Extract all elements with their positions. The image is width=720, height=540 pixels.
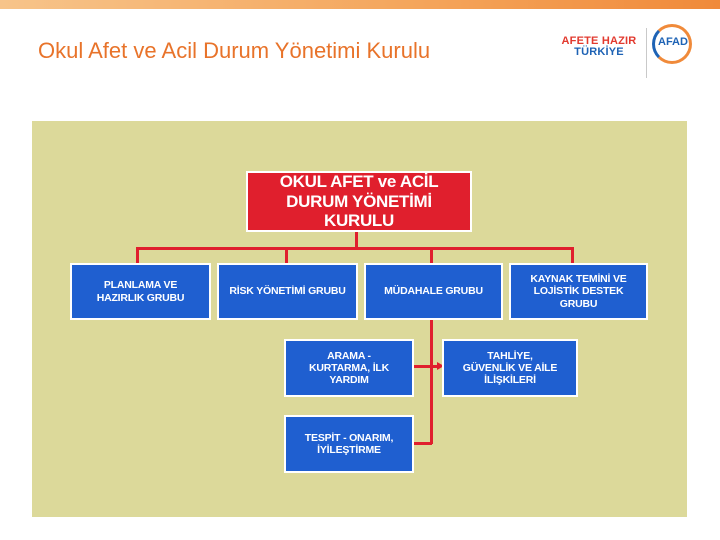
root-label: OKUL AFET ve ACİL DURUM YÖNETİMİ KURULU [279, 172, 439, 231]
group-label-risk: RİSK YÖNETİMİ GRUBU [229, 285, 346, 298]
drop-connector-3 [430, 247, 433, 264]
group-label-kaynak: KAYNAK TEMİNİ VE LOJİSTİK DESTEK GRUBU [530, 273, 627, 310]
afad-logo-text: AFAD [658, 36, 688, 48]
group-box-planlama [70, 263, 211, 320]
subgroup-label-tespit: TESPİT - ONARIM, İYİLEŞTİRME [304, 431, 394, 456]
afete-logo-line2: TÜRKİYE [574, 46, 624, 58]
root-connector [355, 231, 358, 248]
drop-connector-1 [136, 247, 139, 264]
afad-logo [652, 24, 700, 82]
group-box-risk [217, 263, 358, 320]
subgroup-label-tahliye: TAHLİYE, GÜVENLİK VE AİLE İLİŞKİLERİ [462, 349, 558, 387]
drop-connector-2 [285, 247, 288, 264]
subgroup-label-arama: ARAMA - KURTARMA, İLK YARDIM [308, 349, 390, 387]
logo-divider [646, 28, 647, 78]
branch-left-2 [412, 442, 432, 445]
subgroup-box-arama [284, 339, 414, 397]
subgroup-box-tespit [284, 415, 414, 473]
branch-left-1 [412, 365, 431, 368]
group-label-planlama: PLANLAMA VE HAZIRLIK GRUBU [96, 279, 185, 304]
root-box [246, 171, 472, 232]
horizontal-connector [136, 247, 574, 250]
subgroup-box-tahliye [442, 339, 578, 397]
group-box-mudahale [364, 263, 503, 320]
logo-area [560, 22, 700, 82]
drop-connector-4 [571, 247, 574, 264]
afete-logo-line1: AFETE HAZIR [561, 35, 637, 47]
afete-hazir-logo [560, 36, 638, 58]
mudahale-vertical-connector [430, 319, 433, 444]
group-box-kaynak [509, 263, 648, 320]
slide-title: Okul Afet ve Acil Durum Yönetimi Kurulu [38, 38, 431, 63]
top-accent-bar [0, 0, 720, 9]
group-label-mudahale: MÜDAHALE GRUBU [384, 285, 483, 298]
org-chart-panel [32, 121, 687, 517]
